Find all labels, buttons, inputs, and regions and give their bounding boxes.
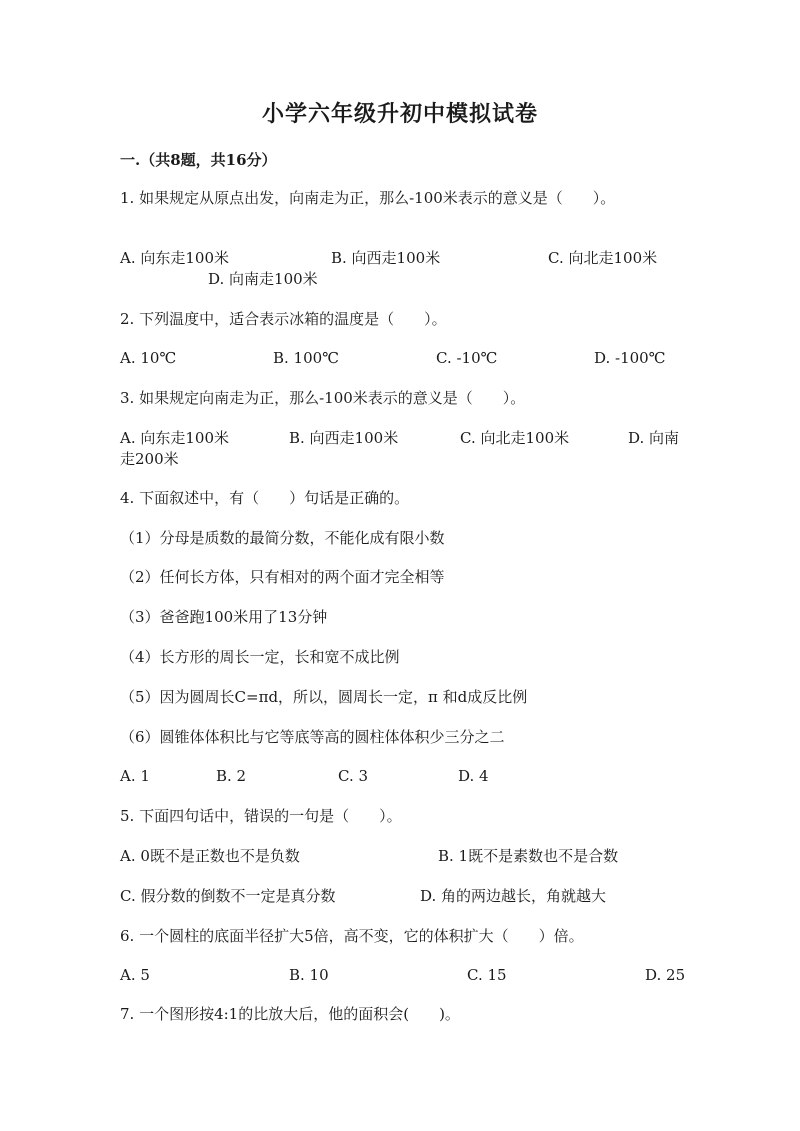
question-6-option-a: A. 5 <box>120 966 150 984</box>
question-4-stem: 4. 下面叙述中，有（ ）句话是正确的。 <box>120 489 410 507</box>
question-2-option-a: A. 10℃ <box>120 349 177 367</box>
question-6-option-d: D. 25 <box>645 966 686 984</box>
question-6-option-c: C. 15 <box>467 966 507 984</box>
question-3-option-c: C. 向北走100米 <box>460 429 570 447</box>
question-1-stem: 1. 如果规定从原点出发，向南走为正，那么-100米表示的意义是（ ）。 <box>120 189 616 207</box>
question-2-stem: 2. 下列温度中，适合表示冰箱的温度是（ ）。 <box>120 310 447 328</box>
question-6-stem: 6. 一个圆柱的底面半径扩大5倍，高不变，它的体积扩大（ ）倍。 <box>120 927 584 945</box>
question-4-statement: （1）分母是质数的最简分数，不能化成有限小数 <box>120 529 445 547</box>
question-1-option-a: A. 向东走100米 <box>120 249 229 267</box>
question-4-statement: （4）长方形的周长一定，长和宽不成比例 <box>120 648 400 666</box>
question-3-stem: 3. 如果规定向南走为正，那么-100米表示的意义是（ ）。 <box>120 389 526 407</box>
question-4-statement: （5）因为圆周长C=πd，所以，圆周长一定，π 和d成反比例 <box>120 688 528 706</box>
question-1-option-c: C. 向北走100米 <box>548 249 658 267</box>
question-4-option-a: A. 1 <box>120 767 150 785</box>
question-7-stem: 7. 一个图形按4:1的比放大后，他的面积会( )。 <box>120 1005 460 1023</box>
question-5-option-c: C. 假分数的倒数不一定是真分数 <box>120 887 336 905</box>
question-3-option-d-continued: 走200米 <box>120 450 179 468</box>
section-heading: 一.（共8题，共16分） <box>120 151 277 169</box>
question-5-stem: 5. 下面四句话中，错误的一句是（ ）。 <box>120 807 402 825</box>
question-3-option-b: B. 向西走100米 <box>289 429 399 447</box>
question-4-statement: （3）爸爸跑100米用了13分钟 <box>120 608 328 626</box>
question-2-option-c: C. -10℃ <box>436 349 498 367</box>
page-title: 小学六年级升初中模拟试卷 <box>261 101 538 127</box>
question-4-option-c: C. 3 <box>338 767 369 785</box>
question-2-option-d: D. -100℃ <box>594 349 666 367</box>
question-5-option-a: A. 0既不是正数也不是负数 <box>120 847 300 865</box>
question-5-option-b: B. 1既不是素数也不是合数 <box>438 847 619 865</box>
question-3-option-a: A. 向东走100米 <box>120 429 229 447</box>
question-6-option-b: B. 10 <box>289 966 329 984</box>
question-5-option-d: D. 角的两边越长，角就越大 <box>420 887 607 905</box>
question-2-option-b: B. 100℃ <box>273 349 339 367</box>
question-3-option-d: D. 向南 <box>628 429 680 447</box>
question-4-statement: （6）圆锥体体积比与它等底等高的圆柱体体积少三分之二 <box>120 728 505 746</box>
question-1-option-d: D. 向南走100米 <box>208 270 318 288</box>
question-4-option-d: D. 4 <box>458 767 489 785</box>
question-4-statement: （2）任何长方体，只有相对的两个面才完全相等 <box>120 568 445 586</box>
question-1-option-b: B. 向西走100米 <box>331 249 441 267</box>
question-4-option-b: B. 2 <box>216 767 247 785</box>
